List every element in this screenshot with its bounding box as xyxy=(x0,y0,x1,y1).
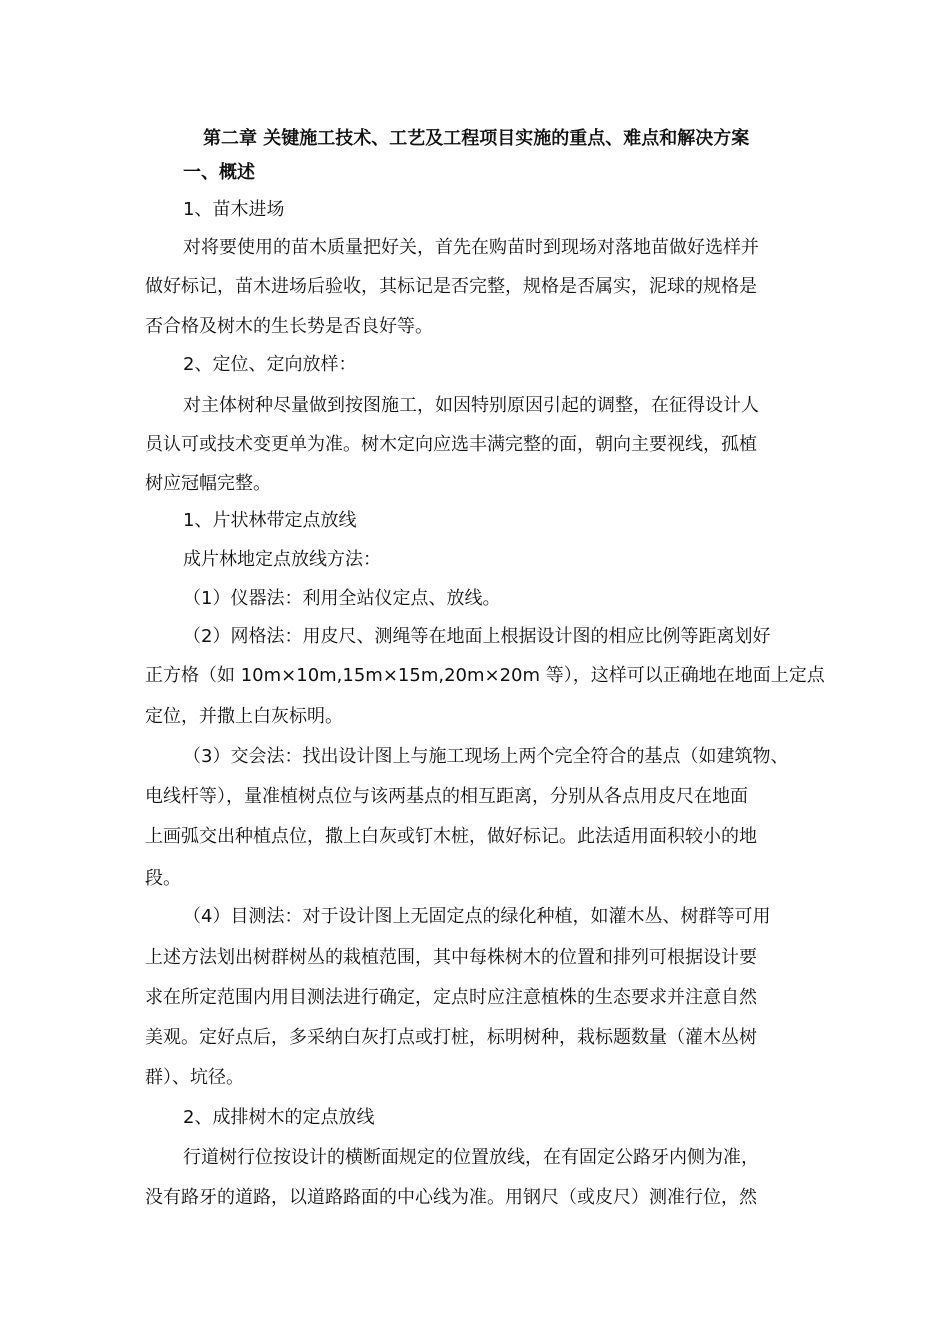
paragraph-line: 美观。定好点后，多采纳白灰打点或打桩，标明树种，栽标题数量（灌木丛树 xyxy=(145,1027,757,1048)
paragraph-line: 上画弧交出种植点位，撒上白灰或钉木桩，做好标记。此法适用面积较小的地 xyxy=(145,826,757,847)
subheading: 2、定位、定向放样： xyxy=(183,354,357,375)
paragraph-line: （2）网格法：用皮尺、测绳等在地面上根据设计图的相应比例等距离划好 xyxy=(183,626,771,647)
subheading: 1、片状林带定点放线 xyxy=(183,510,357,531)
paragraph-line: 段。 xyxy=(145,868,181,889)
paragraph-line: 群）、坑径。 xyxy=(145,1067,244,1088)
paragraph-line: 求在所定范围内用目测法进行确定，定点时应注意植株的生态要求并注意自然 xyxy=(145,987,757,1008)
paragraph-line: 没有路牙的道路，以道路路面的中心线为准。用钢尺（或皮尺）测准行位，然 xyxy=(145,1187,757,1208)
paragraph-line: 正方格（如 10m×10m,15m×15m,20m×20m 等），这样可以正确地在地面上定点 xyxy=(145,665,825,686)
paragraph-line: （4）目测法：对于设计图上无固定点的绿化种植，如灌木丛、树群等可用 xyxy=(183,906,771,927)
paragraph-line: 成片林地定点放线方法： xyxy=(183,549,381,570)
subheading: 2、成排树木的定点放线 xyxy=(183,1107,375,1128)
paragraph-line: 电线杆等），量准植树点位与该两基点的相互距离，分别从各点用皮尺在地面 xyxy=(145,786,748,807)
paragraph-line: 员认可或技术变更单为准。树木定向应选丰满完整的面，朝向主要视线，孤植 xyxy=(145,434,757,455)
paragraph-line: （3）交会法：找出设计图上与施工现场上两个完全符合的基点（如建筑物、 xyxy=(183,746,789,767)
paragraph-line: 定位，并撒上白灰标明。 xyxy=(145,706,343,727)
paragraph-line: 对主体树种尽量做到按图施工，如因特别原因引起的调整，在征得设计人 xyxy=(183,395,759,416)
section-heading: 一、概述 xyxy=(183,162,255,183)
paragraph-line: （1）仪器法：利用全站仪定点、放线。 xyxy=(183,588,501,609)
paragraph-line: 否合格及树木的生长势是否良好等。 xyxy=(145,316,433,337)
subheading: 1、苗木进场 xyxy=(183,199,285,220)
paragraph-line: 对将要使用的苗木质量把好关，首先在购苗时到现场对落地苗做好选样并 xyxy=(183,237,759,258)
paragraph-line: 做好标记，苗木进场后验收，其标记是否完整，规格是否属实，泥球的规格是 xyxy=(145,276,757,297)
chapter-title: 第二章 关键施工技术、工艺及工程项目实施的重点、难点和解决方案 xyxy=(203,128,750,149)
paragraph-line: 行道树行位按设计的横断面规定的位置放线，在有固定公路牙内侧为准， xyxy=(183,1147,759,1168)
paragraph-line: 上述方法划出树群树丛的栽植范围，其中每株树木的位置和排列可根据设计要 xyxy=(145,947,757,968)
paragraph-line: 树应冠幅完整。 xyxy=(145,473,271,494)
